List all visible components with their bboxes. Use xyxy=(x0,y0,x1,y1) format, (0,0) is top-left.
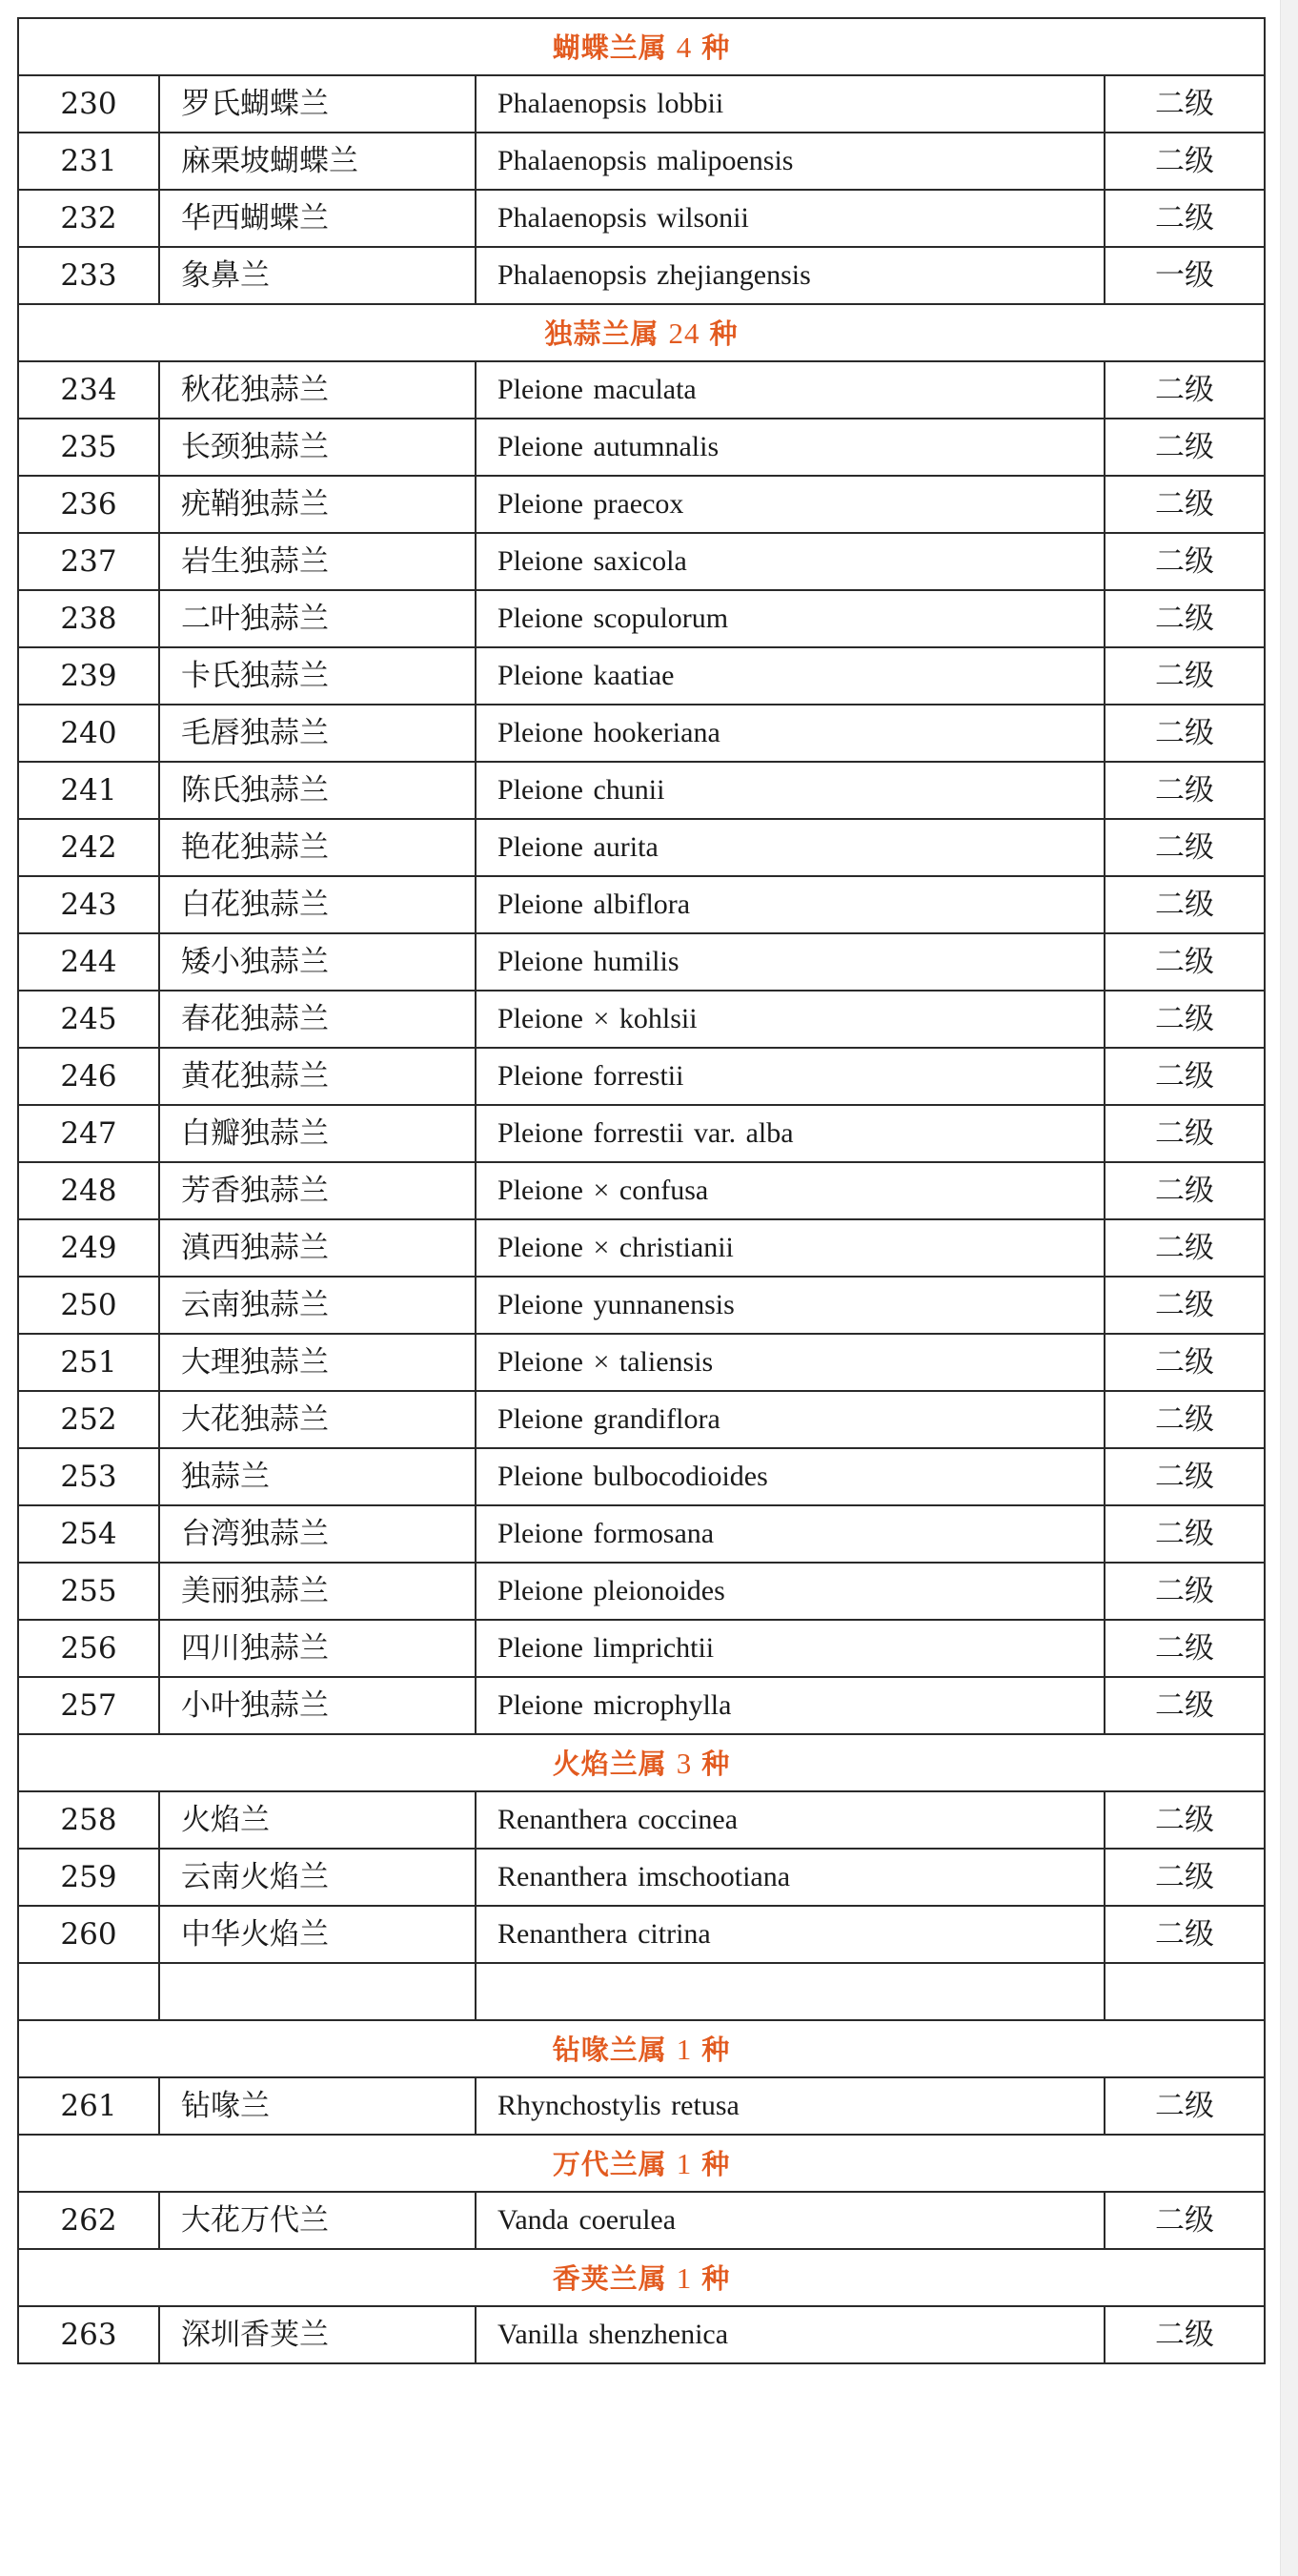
species-latin-name: Pleione albiflora xyxy=(476,876,1105,933)
species-row xyxy=(18,1849,1265,1906)
genus-heading xyxy=(18,2249,1265,2306)
species-row xyxy=(18,590,1265,647)
genus-species-count: 4 xyxy=(676,30,693,64)
species-latin-name: Pleione kaatiae xyxy=(476,647,1105,705)
species-row xyxy=(18,1448,1265,1505)
species-latin-name: Pleione aurita xyxy=(476,819,1105,876)
species-latin-name: Pleione formosana xyxy=(476,1505,1105,1563)
species-number: 243 xyxy=(18,876,159,933)
protected-orchid-species-table xyxy=(17,17,1266,2364)
species-chinese-name: 小叶独蒜兰 xyxy=(159,1677,476,1734)
species-latin-name: Pleione autumnalis xyxy=(476,419,1105,476)
species-number: 241 xyxy=(18,762,159,819)
genus-count-unit: 种 xyxy=(701,31,731,64)
species-latin-name: Pleione limprichtii xyxy=(476,1620,1105,1677)
species-latin-name: Rhynchostylis retusa xyxy=(476,2077,1105,2135)
species-row xyxy=(18,1277,1265,1334)
genus-name: 香荚兰属 xyxy=(552,2261,667,2295)
species-latin-name: Vanilla shenzhenica xyxy=(476,2306,1105,2363)
species-row xyxy=(18,419,1265,476)
protection-level: 二级 xyxy=(1105,1219,1265,1277)
genus-heading-row xyxy=(18,2020,1265,2077)
species-number: 239 xyxy=(18,647,159,705)
species-latin-name: Pleione bulbocodioides xyxy=(476,1448,1105,1505)
species-number: 233 xyxy=(18,247,159,304)
genus-species-count: 3 xyxy=(676,1746,693,1780)
species-chinese-name: 矮小独蒜兰 xyxy=(159,933,476,991)
species-row xyxy=(18,1563,1265,1620)
species-chinese-name: 独蒜兰 xyxy=(159,1448,476,1505)
species-row xyxy=(18,1677,1265,1734)
species-row xyxy=(18,133,1265,190)
species-row xyxy=(18,1334,1265,1391)
empty-cell xyxy=(1105,1963,1265,2020)
species-latin-name: Pleione scopulorum xyxy=(476,590,1105,647)
species-chinese-name: 毛唇独蒜兰 xyxy=(159,705,476,762)
protection-level: 二级 xyxy=(1105,991,1265,1048)
species-chinese-name: 白花独蒜兰 xyxy=(159,876,476,933)
species-row xyxy=(18,361,1265,419)
protection-level: 二级 xyxy=(1105,647,1265,705)
species-row xyxy=(18,1391,1265,1448)
species-latin-name: Renanthera imschootiana xyxy=(476,1849,1105,1906)
protection-level: 二级 xyxy=(1105,75,1265,133)
species-row xyxy=(18,762,1265,819)
species-number: 249 xyxy=(18,1219,159,1277)
protection-level: 二级 xyxy=(1105,2306,1265,2363)
genus-heading-row xyxy=(18,18,1265,75)
species-row xyxy=(18,476,1265,533)
species-row xyxy=(18,647,1265,705)
species-chinese-name: 象鼻兰 xyxy=(159,247,476,304)
species-number: 245 xyxy=(18,991,159,1048)
species-latin-name: Phalaenopsis zhejiangensis xyxy=(476,247,1105,304)
species-chinese-name: 大花独蒜兰 xyxy=(159,1391,476,1448)
protection-level: 二级 xyxy=(1105,933,1265,991)
protection-level: 二级 xyxy=(1105,819,1265,876)
protection-level: 二级 xyxy=(1105,1448,1265,1505)
species-row xyxy=(18,1105,1265,1162)
genus-species-count: 1 xyxy=(676,2260,693,2295)
species-chinese-name: 陈氏独蒜兰 xyxy=(159,762,476,819)
empty-cell xyxy=(18,1963,159,2020)
species-latin-name: Pleione maculata xyxy=(476,361,1105,419)
protection-level: 二级 xyxy=(1105,1277,1265,1334)
genus-heading-row xyxy=(18,1734,1265,1791)
protection-level: 二级 xyxy=(1105,419,1265,476)
genus-count-unit: 种 xyxy=(701,1747,731,1780)
protection-level: 二级 xyxy=(1105,190,1265,247)
species-chinese-name: 罗氏蝴蝶兰 xyxy=(159,75,476,133)
empty-cell xyxy=(159,1963,476,2020)
species-number: 252 xyxy=(18,1391,159,1448)
protection-level: 二级 xyxy=(1105,1906,1265,1963)
protection-level: 二级 xyxy=(1105,1563,1265,1620)
species-number: 254 xyxy=(18,1505,159,1563)
species-number: 263 xyxy=(18,2306,159,2363)
protection-level: 二级 xyxy=(1105,533,1265,590)
species-latin-name: Pleione × christianii xyxy=(476,1219,1105,1277)
species-chinese-name: 钻喙兰 xyxy=(159,2077,476,2135)
protection-level: 二级 xyxy=(1105,1849,1265,1906)
genus-count-unit: 种 xyxy=(709,317,739,350)
species-number: 246 xyxy=(18,1048,159,1105)
species-number: 247 xyxy=(18,1105,159,1162)
species-latin-name: Renanthera coccinea xyxy=(476,1791,1105,1849)
species-row xyxy=(18,1505,1265,1563)
species-latin-name: Renanthera citrina xyxy=(476,1906,1105,1963)
species-number: 260 xyxy=(18,1906,159,1963)
species-latin-name: Pleione pleionoides xyxy=(476,1563,1105,1620)
protection-level: 二级 xyxy=(1105,705,1265,762)
species-row xyxy=(18,1791,1265,1849)
protection-level: 二级 xyxy=(1105,361,1265,419)
species-latin-name: Pleione forrestii var. alba xyxy=(476,1105,1105,1162)
species-number: 258 xyxy=(18,1791,159,1849)
species-chinese-name: 长颈独蒜兰 xyxy=(159,419,476,476)
species-number: 242 xyxy=(18,819,159,876)
genus-heading-row xyxy=(18,2135,1265,2192)
species-chinese-name: 春花独蒜兰 xyxy=(159,991,476,1048)
species-chinese-name: 卡氏独蒜兰 xyxy=(159,647,476,705)
species-row xyxy=(18,1219,1265,1277)
species-number: 259 xyxy=(18,1849,159,1906)
species-row xyxy=(18,1620,1265,1677)
species-latin-name: Pleione saxicola xyxy=(476,533,1105,590)
species-latin-name: Pleione yunnanensis xyxy=(476,1277,1105,1334)
species-number: 235 xyxy=(18,419,159,476)
protection-level: 二级 xyxy=(1105,1791,1265,1849)
species-chinese-name: 四川独蒜兰 xyxy=(159,1620,476,1677)
species-chinese-name: 二叶独蒜兰 xyxy=(159,590,476,647)
genus-name: 独蒜兰属 xyxy=(544,317,659,350)
genus-name: 钻喙兰属 xyxy=(552,2033,667,2066)
genus-species-count: 24 xyxy=(668,316,700,350)
protection-level: 二级 xyxy=(1105,1677,1265,1734)
genus-species-count: 1 xyxy=(676,2146,693,2180)
genus-heading-row xyxy=(18,2249,1265,2306)
species-chinese-name: 美丽独蒜兰 xyxy=(159,1563,476,1620)
species-chinese-name: 白瓣独蒜兰 xyxy=(159,1105,476,1162)
species-latin-name: Phalaenopsis lobbii xyxy=(476,75,1105,133)
species-number: 232 xyxy=(18,190,159,247)
species-number: 255 xyxy=(18,1563,159,1620)
species-number: 244 xyxy=(18,933,159,991)
species-chinese-name: 大花万代兰 xyxy=(159,2192,476,2249)
species-latin-name: Pleione humilis xyxy=(476,933,1105,991)
genus-count-unit: 种 xyxy=(701,2147,731,2180)
protection-level: 二级 xyxy=(1105,1505,1265,1563)
species-chinese-name: 云南独蒜兰 xyxy=(159,1277,476,1334)
species-number: 230 xyxy=(18,75,159,133)
protection-level: 二级 xyxy=(1105,590,1265,647)
species-row xyxy=(18,533,1265,590)
species-row xyxy=(18,2192,1265,2249)
species-latin-name: Vanda coerulea xyxy=(476,2192,1105,2249)
genus-species-count: 1 xyxy=(676,2032,693,2066)
species-chinese-name: 云南火焰兰 xyxy=(159,1849,476,1906)
species-number: 250 xyxy=(18,1277,159,1334)
species-chinese-name: 秋花独蒜兰 xyxy=(159,361,476,419)
species-latin-name: Pleione × confusa xyxy=(476,1162,1105,1219)
species-latin-name: Pleione hookeriana xyxy=(476,705,1105,762)
species-latin-name: Pleione microphylla xyxy=(476,1677,1105,1734)
protection-level: 二级 xyxy=(1105,1105,1265,1162)
protection-level: 二级 xyxy=(1105,1162,1265,1219)
species-number: 231 xyxy=(18,133,159,190)
species-row xyxy=(18,819,1265,876)
species-latin-name: Phalaenopsis wilsonii xyxy=(476,190,1105,247)
genus-heading xyxy=(18,18,1265,75)
species-row xyxy=(18,247,1265,304)
genus-count-unit: 种 xyxy=(701,2033,731,2066)
empty-row xyxy=(18,1963,1265,2020)
species-latin-name: Pleione × kohlsii xyxy=(476,991,1105,1048)
species-latin-name: Pleione chunii xyxy=(476,762,1105,819)
species-row xyxy=(18,2306,1265,2363)
species-chinese-name: 大理独蒜兰 xyxy=(159,1334,476,1391)
species-chinese-name: 滇西独蒜兰 xyxy=(159,1219,476,1277)
protection-level: 一级 xyxy=(1105,247,1265,304)
protection-level: 二级 xyxy=(1105,2077,1265,2135)
species-number: 261 xyxy=(18,2077,159,2135)
protection-level: 二级 xyxy=(1105,2192,1265,2249)
species-number: 253 xyxy=(18,1448,159,1505)
species-row xyxy=(18,1906,1265,1963)
species-row xyxy=(18,991,1265,1048)
protection-level: 二级 xyxy=(1105,1620,1265,1677)
species-number: 262 xyxy=(18,2192,159,2249)
genus-heading xyxy=(18,304,1265,361)
protection-level: 二级 xyxy=(1105,876,1265,933)
species-number: 236 xyxy=(18,476,159,533)
empty-cell xyxy=(476,1963,1105,2020)
species-chinese-name: 艳花独蒜兰 xyxy=(159,819,476,876)
species-chinese-name: 麻栗坡蝴蝶兰 xyxy=(159,133,476,190)
species-chinese-name: 台湾独蒜兰 xyxy=(159,1505,476,1563)
species-chinese-name: 火焰兰 xyxy=(159,1791,476,1849)
species-number: 238 xyxy=(18,590,159,647)
species-number: 240 xyxy=(18,705,159,762)
species-chinese-name: 岩生独蒜兰 xyxy=(159,533,476,590)
species-number: 251 xyxy=(18,1334,159,1391)
protection-level: 二级 xyxy=(1105,476,1265,533)
species-chinese-name: 芳香独蒜兰 xyxy=(159,1162,476,1219)
genus-name: 火焰兰属 xyxy=(552,1747,667,1780)
protection-level: 二级 xyxy=(1105,1391,1265,1448)
species-latin-name: Pleione praecox xyxy=(476,476,1105,533)
genus-count-unit: 种 xyxy=(701,2261,731,2295)
genus-name: 蝴蝶兰属 xyxy=(552,31,667,64)
species-number: 256 xyxy=(18,1620,159,1677)
genus-heading xyxy=(18,2020,1265,2077)
species-row xyxy=(18,1162,1265,1219)
species-row xyxy=(18,933,1265,991)
species-number: 237 xyxy=(18,533,159,590)
page-edge-scrollbar-track xyxy=(1280,0,1298,2576)
protection-level: 二级 xyxy=(1105,133,1265,190)
species-number: 257 xyxy=(18,1677,159,1734)
species-latin-name: Pleione forrestii xyxy=(476,1048,1105,1105)
species-latin-name: Pleione grandiflora xyxy=(476,1391,1105,1448)
protection-level: 二级 xyxy=(1105,1048,1265,1105)
species-row xyxy=(18,705,1265,762)
genus-heading-row xyxy=(18,304,1265,361)
genus-name: 万代兰属 xyxy=(552,2147,667,2180)
species-row xyxy=(18,75,1265,133)
species-latin-name: Phalaenopsis malipoensis xyxy=(476,133,1105,190)
protection-level: 二级 xyxy=(1105,762,1265,819)
species-chinese-name: 中华火焰兰 xyxy=(159,1906,476,1963)
species-chinese-name: 深圳香荚兰 xyxy=(159,2306,476,2363)
species-row xyxy=(18,2077,1265,2135)
species-number: 248 xyxy=(18,1162,159,1219)
species-row xyxy=(18,190,1265,247)
species-number: 234 xyxy=(18,361,159,419)
species-row xyxy=(18,876,1265,933)
species-row xyxy=(18,1048,1265,1105)
genus-heading xyxy=(18,1734,1265,1791)
species-chinese-name: 疣鞘独蒜兰 xyxy=(159,476,476,533)
species-chinese-name: 华西蝴蝶兰 xyxy=(159,190,476,247)
protection-level: 二级 xyxy=(1105,1334,1265,1391)
genus-heading xyxy=(18,2135,1265,2192)
species-chinese-name: 黄花独蒜兰 xyxy=(159,1048,476,1105)
species-latin-name: Pleione × taliensis xyxy=(476,1334,1105,1391)
